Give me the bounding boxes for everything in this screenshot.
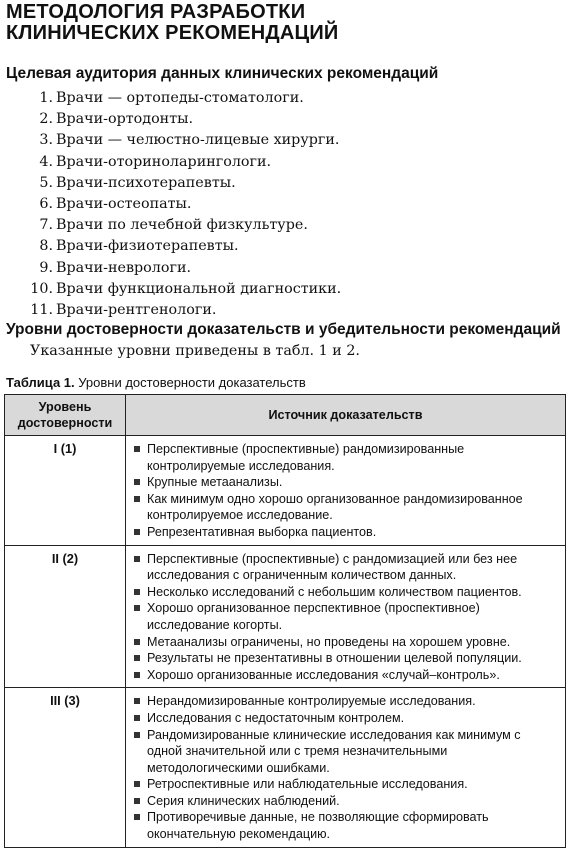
list-item-number: 5. [39, 174, 53, 191]
audience-heading: Целевая аудитория данных клинических рекомендаций [6, 65, 439, 82]
source-item-text: Хорошо организованные исследования «случай–контроль». [147, 667, 500, 682]
list-item [0, 152, 341, 173]
page-title-line-1: МЕТОДОЛОГИЯ РАЗРАБОТКИ [6, 1, 306, 23]
bullet-square-icon [134, 698, 140, 704]
source-list [134, 441, 559, 541]
header-level-line-1: Уровень [38, 400, 92, 414]
source-item-text: Как минимум одно хорошо организованное рандомизированное контролируемое исследование. [147, 491, 523, 523]
table-row [5, 436, 566, 546]
source-item [134, 650, 559, 667]
source-item-text: Противоречивые данные, не позволяющие сформировать окончательную рекомендацию. [147, 810, 489, 842]
bullet-square-icon [134, 798, 140, 804]
level-cell: II (2) [5, 545, 126, 688]
bullet-square-icon [134, 672, 140, 678]
list-item-number: 10. [30, 280, 53, 297]
list-item-text: Врачи-рентгенологи. [56, 301, 217, 318]
bullet-square-icon [134, 639, 140, 645]
bullet-square-icon [134, 781, 140, 787]
sources-cell [126, 545, 566, 688]
table-header-row [5, 395, 566, 436]
source-item [134, 667, 559, 684]
source-item [134, 491, 559, 524]
bullet-square-icon [134, 556, 140, 562]
list-item [0, 258, 341, 279]
table-caption-label: Таблица 1. [6, 375, 75, 390]
source-item [134, 793, 559, 810]
list-item-text: Врачи по лечебной физкультуре. [56, 217, 308, 234]
bullet-square-icon [134, 655, 140, 661]
source-item-text: Крупные метаанализы. [147, 475, 283, 490]
list-item-text: Врачи — ортопеды-стоматологи. [56, 90, 304, 106]
source-item [134, 776, 559, 793]
bullet-square-icon [134, 715, 140, 721]
source-item-text: Серия клинических наблюдений. [147, 793, 340, 808]
page-title-line-2: КЛИНИЧЕСКИХ РЕКОМЕНДАЦИЙ [6, 22, 339, 44]
bullet-square-icon [134, 814, 140, 820]
source-item [134, 710, 559, 727]
header-level-line-2: достоверности [17, 416, 113, 430]
bullet-square-icon [134, 529, 140, 535]
source-item-text: Нерандомизированные контролируемые исследования. [147, 694, 476, 709]
bullet-square-icon [134, 605, 140, 611]
source-list [134, 693, 559, 842]
bullet-square-icon [134, 589, 140, 595]
source-list [134, 551, 559, 684]
list-item-number: 11. [30, 301, 53, 318]
list-item-number: 2. [39, 111, 53, 128]
list-item-number: 7. [39, 217, 53, 234]
source-item-text: Перспективные (проспективные) рандомизированные контролируемые исследования. [147, 442, 465, 473]
source-item-text: Репрезентативная выборка пациентов. [147, 524, 377, 539]
source-item [134, 551, 559, 584]
sources-cell [126, 436, 566, 546]
source-item [134, 809, 559, 842]
source-item-text: Несколько исследований с небольшим количеством пациентов. [147, 584, 522, 599]
evidence-table [4, 394, 566, 848]
table-row [5, 545, 566, 688]
list-item-number: 9. [39, 259, 53, 276]
list-item-number: 6. [39, 195, 53, 212]
level-cell: I (1) [5, 436, 126, 546]
source-item [134, 474, 559, 491]
list-item [0, 88, 341, 109]
list-item [0, 173, 341, 194]
audience-list [0, 88, 341, 321]
list-item [0, 194, 341, 215]
header-level [5, 395, 126, 436]
list-item-number: 3. [39, 132, 53, 149]
source-item [134, 693, 559, 710]
source-item [134, 441, 559, 474]
list-item-number: 8. [39, 238, 53, 255]
sources-cell [126, 688, 566, 847]
source-item-text: Результаты не презентативны в отношении целевой популяции. [147, 651, 522, 666]
list-item-text: Врачи-остеопаты. [56, 195, 192, 212]
list-item [0, 236, 341, 257]
list-item-text: Врачи-физиотерапевты. [56, 238, 239, 255]
page-title [6, 2, 566, 44]
source-item [134, 600, 559, 633]
list-item-text: Врачи-неврологи. [56, 259, 192, 276]
list-item [0, 130, 341, 151]
source-item-text: Хорошо организованное перспективное (проспективное) исследование когорты. [147, 601, 480, 632]
source-item-text: Рандомизированные клинические исследования как минимум с одной значительной или с тремя незначительными методологическими ошибками. [147, 727, 521, 775]
list-item-number: 1. [39, 90, 53, 106]
table-caption-text: Уровни достоверности доказательств [74, 375, 306, 390]
table-caption [6, 375, 306, 390]
bullet-square-icon [134, 446, 140, 452]
level-cell: III (3) [5, 688, 126, 847]
bullet-square-icon [134, 479, 140, 485]
source-item-text: Перспективные (проспективные) с рандомизацией или без нее исследования с ограниченным количеством данных. [147, 551, 518, 583]
source-item [134, 584, 559, 601]
list-item [0, 300, 341, 321]
bullet-square-icon [134, 496, 140, 502]
list-item [0, 279, 341, 300]
list-item [0, 109, 341, 130]
list-item-text: Врачи функциональной диагностики. [56, 280, 342, 297]
source-item [134, 634, 559, 651]
list-item-text: Врачи-ортодонты. [56, 111, 194, 128]
table-row [5, 688, 566, 847]
source-item-text: Ретроспективные или наблюдательные исследования. [147, 777, 468, 792]
list-item-text: Врачи-оториноларингологи. [56, 153, 272, 170]
source-item-text: Метаанализы ограничены, но проведены на хорошем уровне. [147, 634, 511, 649]
list-item [0, 215, 341, 236]
levels-paragraph: Указанные уровни приведены в табл. 1 и 2. [30, 343, 360, 359]
source-item-text: Исследования с недостаточным контролем. [147, 710, 405, 725]
source-item [134, 727, 559, 777]
header-source: Источник доказательств [126, 395, 566, 436]
levels-heading: Уровни достоверности доказательств и убедительности рекомендаций [6, 321, 561, 338]
bullet-square-icon [134, 732, 140, 738]
list-item-text: Врачи — челюстно-лицевые хирурги. [56, 132, 340, 149]
list-item-text: Врачи-психотерапевты. [56, 174, 236, 191]
list-item-number: 4. [39, 153, 53, 170]
source-item [134, 524, 559, 541]
